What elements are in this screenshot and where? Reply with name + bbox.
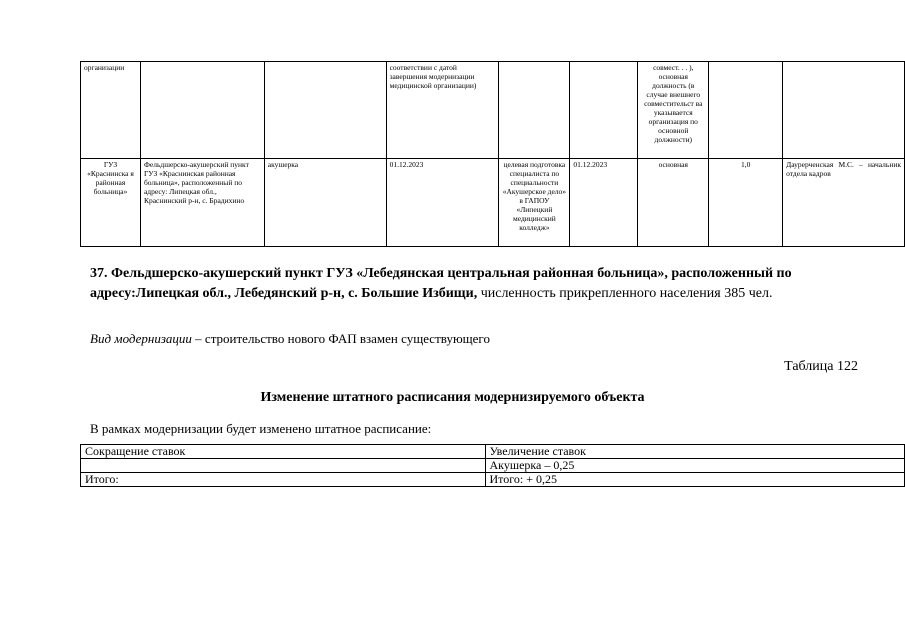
- intro-text: В рамках модернизации будет изменено штатное расписание:: [90, 421, 432, 436]
- table-row: [81, 473, 905, 487]
- table-cell: Фельдшерско-акушерский пункт ГУЗ «Краснинская районная больница», расположенный по адресу: Липецкая обл., Краснинский р-н, с. Брадихино: [140, 159, 264, 247]
- table-cell: [264, 62, 386, 159]
- modernization-label: Вид модернизации: [90, 331, 192, 346]
- table-header-cell: Сокращение ставок: [81, 445, 486, 459]
- staff-change-table: [80, 444, 905, 487]
- table-cell: акушерка: [264, 159, 386, 247]
- table-cell: 01.12.2023: [570, 159, 638, 247]
- table-cell: Даурерченская М.С. – начальник отдела кадров: [783, 159, 905, 247]
- table-cell: организации: [81, 62, 141, 159]
- table-cell: Итого:: [81, 473, 486, 487]
- table-cell: совмест. . . ), основная должность (в случае внешнего совместительст ва указывается организация по основной должности): [638, 62, 709, 159]
- table-cell: [709, 62, 783, 159]
- table-number: Таблица 122: [784, 359, 858, 374]
- modernization-text: – строительство нового ФАП взамен существующего: [191, 331, 490, 346]
- modernization-line: [90, 331, 490, 347]
- table-cell: [783, 62, 905, 159]
- table-cell: целевая подготовка специалиста по специальности «Акушерское дело» в ГАПОУ «Липецкий медицинский колледж»: [499, 159, 570, 247]
- table-cell: 1,0: [709, 159, 783, 247]
- table-row: [81, 445, 905, 459]
- table-cell: основная: [638, 159, 709, 247]
- section-heading: [90, 264, 880, 304]
- table-cell: [499, 62, 570, 159]
- table-row: [81, 62, 905, 159]
- table-cell: соответствии с датой завершения модернизации медицинской организации): [386, 62, 499, 159]
- table-cell: [140, 62, 264, 159]
- table-row: [81, 159, 905, 247]
- table-cell: [81, 459, 486, 473]
- table-header-cell: Увеличение ставок: [485, 445, 905, 459]
- population-text: численность прикрепленного населения 385 чел.: [477, 286, 773, 301]
- section-title: Изменение штатного расписания модернизируемого объекта: [260, 390, 645, 405]
- table-cell: Итого: + 0,25: [485, 473, 905, 487]
- table-cell: ГУЗ «Краснинска я районная больница»: [81, 159, 141, 247]
- table-cell: [570, 62, 638, 159]
- table-cell: 01.12.2023: [386, 159, 499, 247]
- table-row: [81, 459, 905, 473]
- table-cell: Акушерка – 0,25: [485, 459, 905, 473]
- staff-details-table: [80, 61, 905, 247]
- section-heading-bold: 37. Фельдшерско-акушерский пункт ГУЗ «Лебедянская центральная районная больница», расположенный по адресу:Липецкая обл., Лебедянский р-н, с. Большие Избищи,: [90, 266, 792, 301]
